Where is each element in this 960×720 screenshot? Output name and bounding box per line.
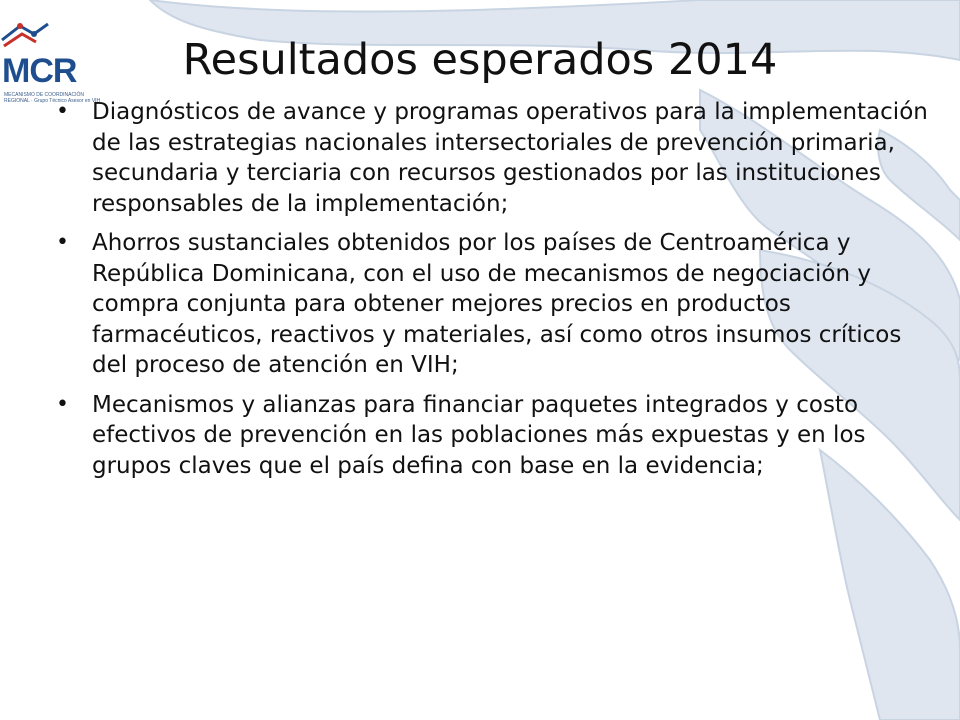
bullet-list — [48, 97, 928, 490]
bullet-text: Mecanismos y alianzas para financiar paquetes integrados y costo efectivos de prevención en las poblaciones más expuestas y en los grupos claves que el país defina con base en la evidencia; — [92, 391, 866, 479]
bullet-item — [48, 97, 928, 219]
slide-title: Resultados esperados 2014 — [182, 35, 778, 85]
bullet-text: Ahorros sustanciales obtenidos por los países de Centroamérica y República Dominicana, con el uso de mecanismos de negociación y compra conjunta para obtener mejores precios en productos farmacéuticos, reactivos y materiales, así como otros insumos críticos del proceso de atención en VIH; — [92, 230, 902, 378]
bullet-item — [48, 228, 928, 381]
bullet-marker: • — [56, 99, 69, 124]
bullet-marker: • — [56, 230, 69, 255]
bullet-item — [48, 390, 928, 482]
bullet-marker: • — [56, 391, 69, 417]
logo-text: MCR — [2, 52, 77, 90]
logo-caption: MECANISMO DE COORDINACIÓN REGIONAL · Grupo Técnico Asesor en VIH — [4, 92, 101, 104]
bullet-text: Diagnósticos de avance y programas operativos para la implementación de las estrategias nacionales intersectoriales de prevención primaria, secundaria y terciaria con recursos gestionados por las instituciones responsables de la implementación; — [92, 99, 928, 217]
